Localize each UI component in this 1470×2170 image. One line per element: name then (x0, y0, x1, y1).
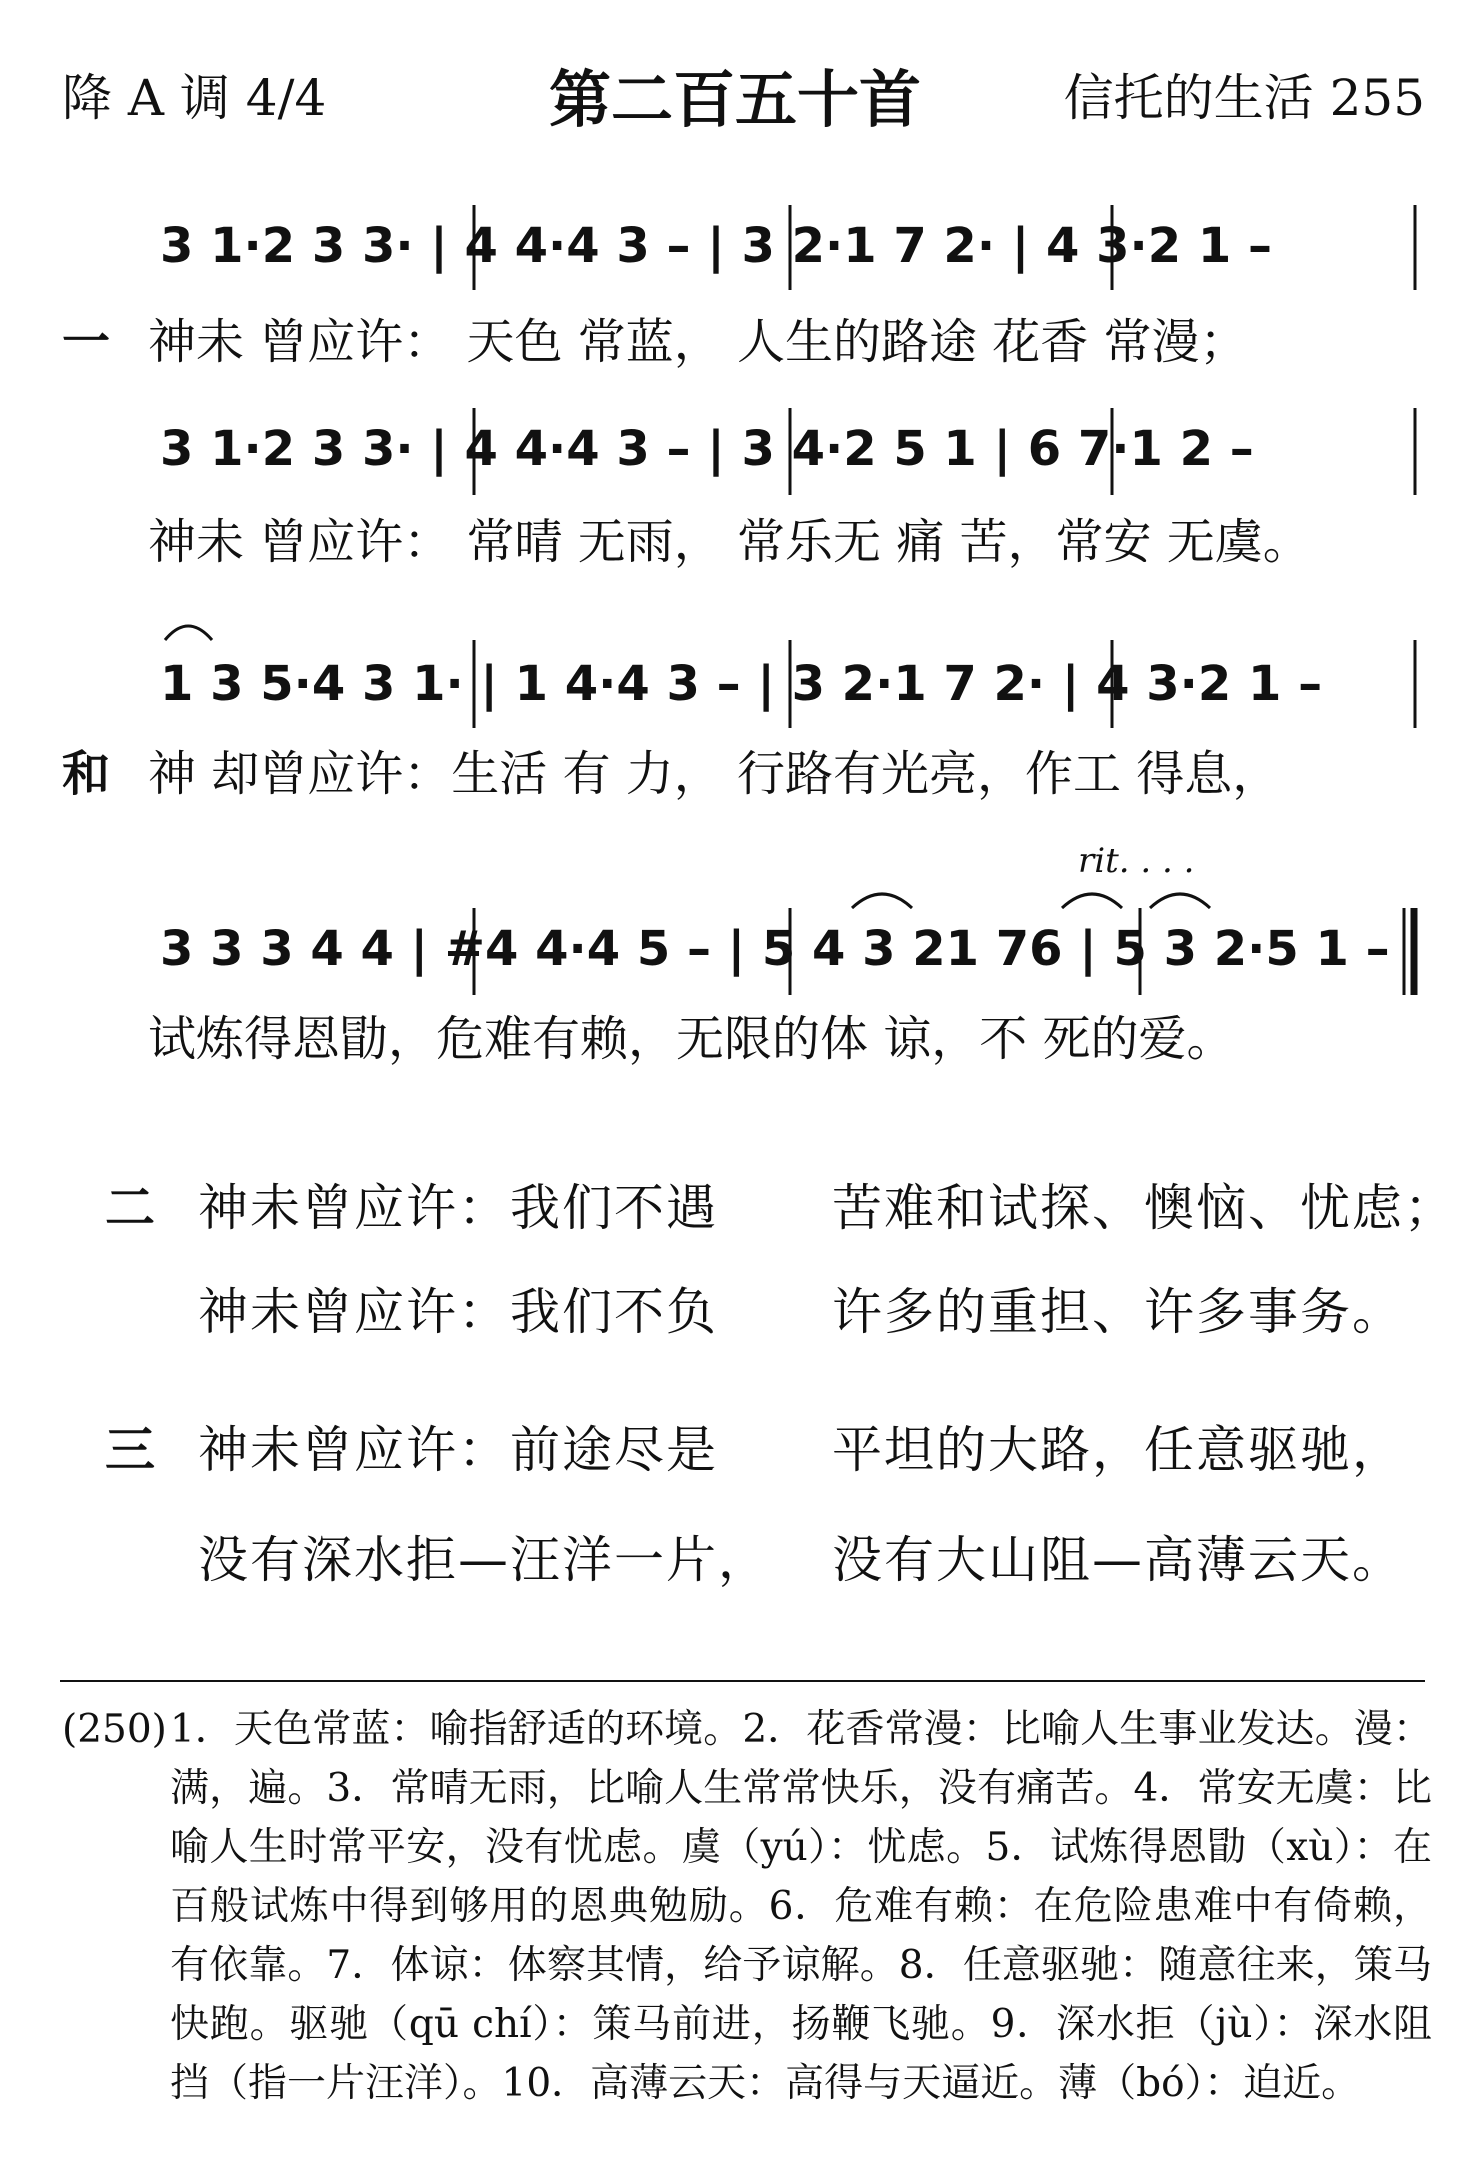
verse-2-line-2b: 许多的重担、许多事务。 (832, 1283, 1404, 1341)
verse-3-line-1a: 神未曾应许：前途尽是 (198, 1421, 718, 1479)
hymn-title: 第二百五十首 (548, 63, 921, 136)
notes-line-1: 3 1·2 3 3· | 4 4·4 3 – | 3 2·1 7 2· | 4 3·2 1 – (160, 218, 1272, 274)
system-2 (148, 408, 1415, 570)
verse-number-3: 三 (105, 1421, 155, 1479)
verse-number-2: 二 (105, 1179, 155, 1237)
footnote-body: 1．天色常蓝：喻指舒适的环境。2．花香常漫：比喻人生事业发达。漫：满，遍。3．常晴无雨，比喻人生常常快乐，没有痛苦。4．常安无虞：比喻人生时常平安，没有忧虑。虞（yú）：忧虑。5．试炼得恩勖（xù）：在百般试炼中得到够用的恩典勉励。6．危难有赖：在危险患难中有倚赖，有依靠。7．体谅：体察其情，给予谅解。8．任意驱驰：随意往来，策马快跑。驱驰（qū chí）：策马前进，扬鞭飞驰。9．深水拒（jù）：深水阻挡（指一片汪洋）。10．高薄云天：高得与天逼近。薄（bó）：迫近。 (170, 1707, 1432, 2106)
notes-line-3: 1 3 5·4 3 1· | 1 4·4 3 – | 3 2·1 7 2· | 4 3·2 1 – (160, 656, 1323, 712)
verse-3-line-2a: 没有深水拒—汪洋一片， (198, 1531, 770, 1589)
verse-marker-3: 和 (62, 746, 111, 802)
footnote-divider (60, 1680, 1425, 1682)
lyrics-line-4: 试炼得恩勖，危难有赖，无限的体 谅，不 死的爱。 (148, 1011, 1235, 1067)
lyrics-line-2: 神未 曾应许： 常晴 无雨， 常乐无 痛 苦，常安 无虞。 (148, 514, 1311, 570)
slur (165, 626, 212, 640)
notes-line-2: 3 1·2 3 3· | 4 4·4 3 – | 3 4·2 5 1 | 6 7·1 2 – (160, 421, 1254, 477)
verse-3-line-2b: 没有大山阻—高薄云天。 (832, 1531, 1404, 1589)
ritardando-marking: rit. . . . (1078, 841, 1195, 881)
system-1 (62, 205, 1415, 370)
key-and-meter: 降 A 调 4/4 (62, 69, 327, 127)
slur (1150, 894, 1210, 908)
notes-line-4: 3 3 3 4 4 | #4 4·4 5 – | 5 4 3 21 76 | 5 3 2·5 1 – (160, 921, 1390, 977)
verse-2-line-2a: 神未曾应许：我们不负 (198, 1283, 718, 1341)
slur (852, 894, 912, 908)
system-4 (148, 841, 1414, 1067)
verse-2-line-1a: 神未曾应许：我们不遇 (198, 1179, 718, 1237)
section-and-page: 信托的生活 255 (1063, 69, 1425, 127)
footnote-tag: (250) (62, 1707, 167, 1752)
verse-marker-1: 一 (62, 314, 111, 370)
slur (1062, 894, 1122, 908)
verse-3-line-1b: 平坦的大路，任意驱驰， (832, 1421, 1404, 1479)
verse-2-line-1b: 苦难和试探、懊恼、忧虑； (832, 1179, 1456, 1237)
system-3 (62, 626, 1415, 802)
lyrics-line-3: 神 却曾应许：生活 有 力， 行路有光亮，作工 得息， (148, 746, 1281, 802)
lyrics-line-1: 神未 曾应许： 天色 常蓝， 人生的路途 花香 常漫； (148, 314, 1248, 370)
footnotes (62, 1700, 1432, 2113)
